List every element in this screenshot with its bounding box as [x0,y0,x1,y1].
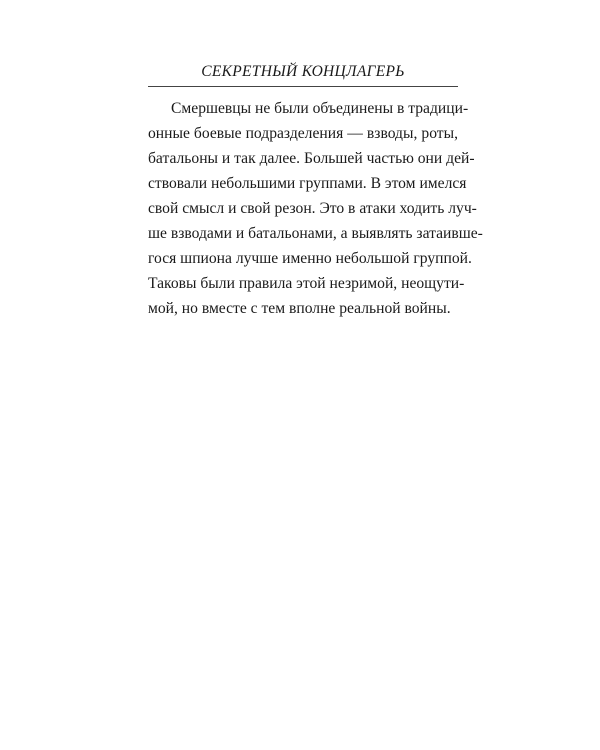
header-rule [148,86,458,87]
body-paragraph [148,96,483,321]
text-line: свой смысл и свой резон. Это в атаки ходить луч- [148,200,477,217]
text-line: онные боевые подразделения — взводы, роты, [148,125,458,142]
text-line: батальоны и так далее. Большей частью они дей- [148,150,475,167]
text-line: Таковы были правила этой незримой, неощути- [148,275,465,292]
text-line: ствовали небольшими группами. В этом имелся [148,175,467,192]
text-line: мой, но вместе с тем вполне реальной войны. [148,300,451,317]
text-line: ше взводами и батальонами, а выявлять затаивше- [148,225,483,242]
running-head: СЕКРЕТНЫЙ КОНЦЛАГЕРЬ [201,63,405,80]
text-line: Смершевцы не были объединены в традици- [171,100,469,117]
text-line: гося шпиона лучше именно небольшой группой. [148,250,472,267]
